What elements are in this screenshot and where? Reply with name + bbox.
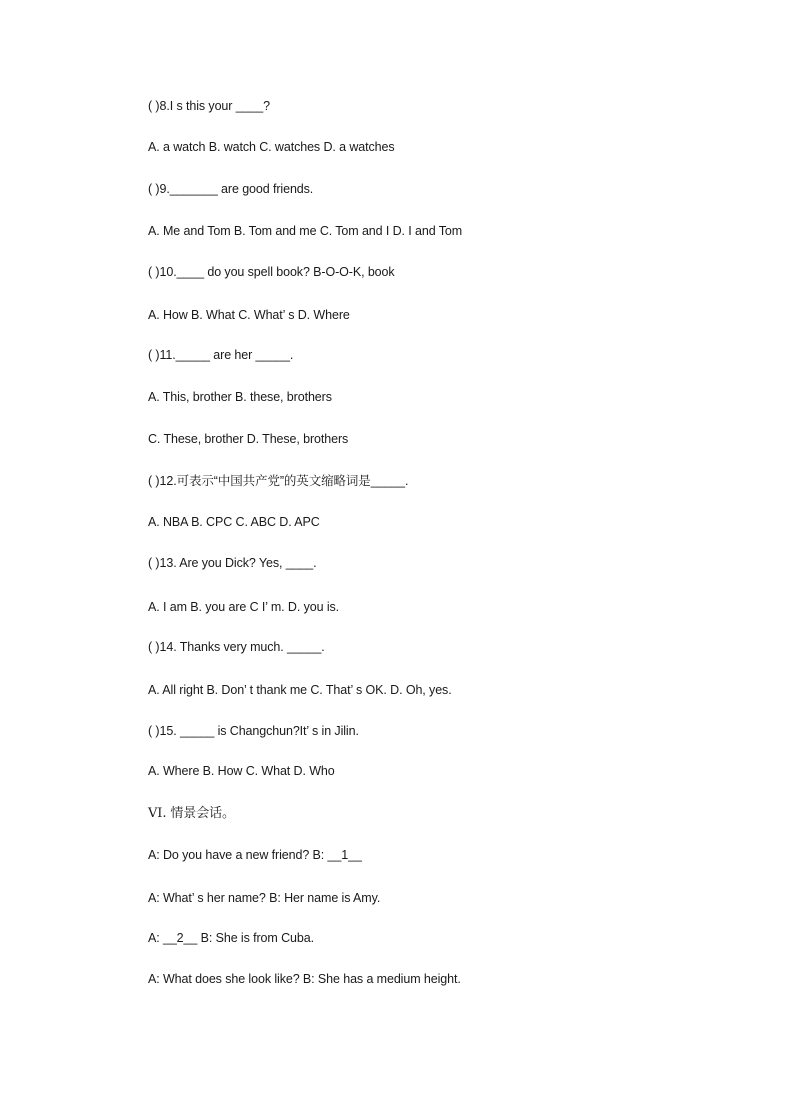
- options-14: A. All right B. Don’ t thank me C. That’ s OK. D. Oh, yes.: [148, 683, 452, 697]
- dialogue-line-2: A: What’ s her name? B: Her name is Amy.: [148, 891, 381, 905]
- options-9: A. Me and Tom B. Tom and me C. Tom and I D. I and Tom: [148, 224, 463, 238]
- options-12: A. NBA B. CPC C. ABC D. APC: [148, 515, 320, 529]
- question-11: ( )11._____ are her _____.: [148, 348, 294, 362]
- question-8: ( )8.I s this your ____?: [148, 99, 270, 113]
- question-9: ( )9._______ are good friends.: [148, 182, 314, 196]
- question-13: ( )13. Are you Dick? Yes, ____.: [148, 556, 317, 570]
- options-11-ab: A. This, brother B. these, brothers: [148, 390, 332, 404]
- options-8: A. a watch B. watch C. watches D. a watches: [148, 140, 395, 154]
- options-10: A. How B. What C. What’ s D. Where: [148, 308, 350, 322]
- options-11-cd: C. These, brother D. These, brothers: [148, 432, 349, 446]
- question-15: ( )15. _____ is Changchun?It’ s in Jilin.: [148, 724, 359, 738]
- dialogue-line-3: A: __2__ B: She is from Cuba.: [148, 931, 314, 945]
- section-heading: VI. 情景会话。: [148, 806, 235, 821]
- question-12: ( )12.可表示“中国共产党”的英文缩略词是_____.: [148, 474, 409, 488]
- dialogue-line-1: A: Do you have a new friend? B: __1__: [148, 848, 362, 862]
- question-14: ( )14. Thanks very much. _____.: [148, 640, 325, 654]
- question-10: ( )10.____ do you spell book? B-O-O-K, book: [148, 265, 395, 279]
- dialogue-line-4: A: What does she look like? B: She has a medium height.: [148, 972, 461, 986]
- options-15: A. Where B. How C. What D. Who: [148, 764, 335, 778]
- options-13: A. I am B. you are C I’ m. D. you is.: [148, 600, 340, 614]
